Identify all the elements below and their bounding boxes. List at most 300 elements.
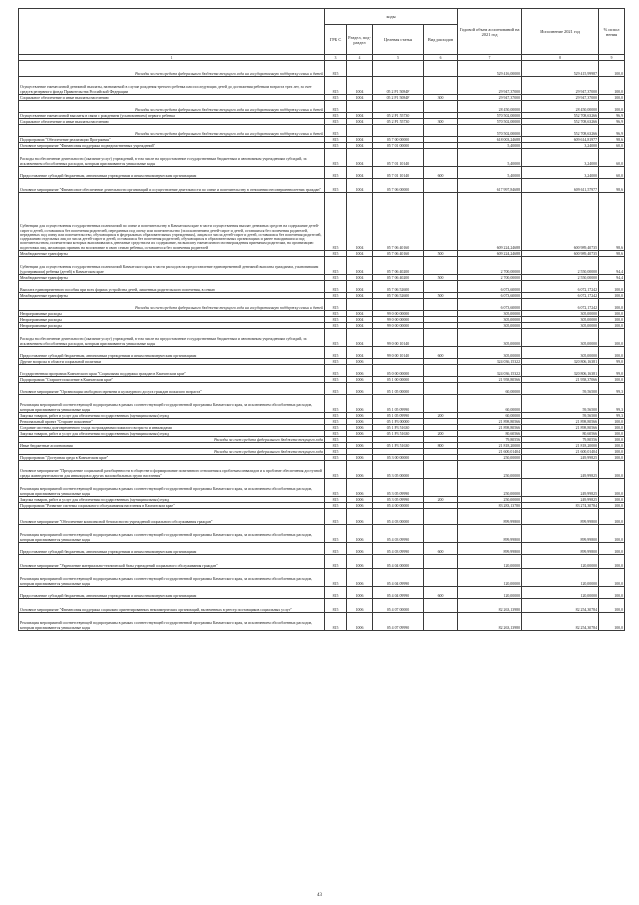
- header-plan: Годовой объем ассигнований на 2021 год: [458, 9, 522, 55]
- cell-sec: 1004: [347, 77, 373, 95]
- cell-pct: 100,0: [599, 587, 625, 599]
- index-cell: 1: [19, 55, 325, 61]
- cell-name: Подпрограмма "Старшее поколение в Камчатском крае": [19, 377, 325, 383]
- cell-exec: 6 072,17242: [522, 293, 599, 299]
- cell-vr: [424, 125, 458, 137]
- cell-grbs: 815: [325, 347, 347, 359]
- table-row: [19, 383, 625, 395]
- cell-vr: 500: [424, 293, 458, 299]
- cell-cs: 05 4 04 00000: [373, 555, 424, 569]
- cell-cs: 05 7 01 10140: [373, 149, 424, 167]
- cell-plan: 618 003,24688: [458, 137, 522, 143]
- cell-pct: 60,0: [599, 149, 625, 167]
- cell-name: Предоставление субсидий бюджетным, автономным учреждениям и иным некоммерческим организациям: [19, 587, 325, 599]
- cell-vr: [424, 365, 458, 377]
- cell-cs: 05 3 05 09990: [373, 497, 424, 503]
- cell-name: Социальное обеспечение и иные выплаты населению: [19, 95, 325, 101]
- cell-grbs: 815: [325, 323, 347, 329]
- cell-sec: 1006: [347, 431, 373, 437]
- cell-exec: 82 254,30784: [522, 599, 599, 613]
- cell-grbs: 815: [325, 377, 347, 383]
- cell-cs: 05 4 00 00000: [373, 503, 424, 509]
- cell-exec: 249,99825: [522, 461, 599, 479]
- cell-sec: 1004: [347, 329, 373, 347]
- cell-grbs: 815: [325, 365, 347, 377]
- cell-sec: 1004: [347, 113, 373, 119]
- cell-plan: 21 898,80566: [458, 425, 522, 431]
- cell-vr: 500: [424, 275, 458, 281]
- cell-exec: 600 989,40735: [522, 193, 599, 251]
- cell-pct: 100,0: [599, 329, 625, 347]
- cell-grbs: 815: [325, 479, 347, 497]
- cell-cs: 05 7 06 40200: [373, 257, 424, 275]
- cell-cs: 05 1 P3 00000: [373, 419, 424, 425]
- cell-grbs: 815: [325, 425, 347, 431]
- cell-exec: 2 550,00000: [522, 257, 599, 275]
- cell-exec: 83 274,30784: [522, 503, 599, 509]
- cell-plan: 29 947,37000: [458, 95, 522, 101]
- cell-exec: 305,00000: [522, 311, 599, 317]
- table-row: [19, 281, 625, 293]
- cell-sec: 1004: [347, 251, 373, 257]
- cell-cs: 05 2 P1 5084F: [373, 95, 424, 101]
- cell-vr: [424, 281, 458, 293]
- cell-grbs: 815: [325, 61, 347, 77]
- cell-pct: 100,0: [599, 425, 625, 431]
- cell-exec: 249,99825: [522, 455, 599, 461]
- cell-pct: 100,0: [599, 449, 625, 455]
- cell-sec: 1006: [347, 365, 373, 377]
- cell-sec: 1006: [347, 377, 373, 383]
- cell-cs: 05 4 03 09990: [373, 543, 424, 555]
- cell-cs: 05 7 06 52600: [373, 281, 424, 293]
- cell-cs: [373, 299, 424, 311]
- cell-pct: 100,0: [599, 377, 625, 383]
- cell-grbs: 815: [325, 317, 347, 323]
- cell-vr: [424, 525, 458, 543]
- cell-cs: 99 0 00 00000: [373, 323, 424, 329]
- cell-exec: 59,56500: [522, 413, 599, 419]
- cell-pct: 99,0: [599, 359, 625, 365]
- cell-cs: 05 1 P3 51630: [373, 431, 424, 437]
- table-row: [19, 149, 625, 167]
- cell-pct: 100,0: [599, 101, 625, 113]
- table-body: [19, 61, 625, 631]
- cell-pct: 100,0: [599, 613, 625, 631]
- cell-cs: 05 4 04 09990: [373, 569, 424, 587]
- cell-exec: 609 611,57977: [522, 179, 599, 193]
- cell-grbs: 815: [325, 119, 347, 125]
- table-row: [19, 125, 625, 137]
- table-row: [19, 479, 625, 497]
- cell-pct: 100,0: [599, 479, 625, 497]
- cell-vr: [424, 257, 458, 275]
- cell-name: Расходы на обеспечение деятельности (оказание услуг) учреждений, в том числе на предоставление государственным бюджетным и автономным учреждениям субсидий, за исключением обособленных расходов, которым присваиваются уникальные коды: [19, 149, 325, 167]
- cell-pct: 100,0: [599, 443, 625, 449]
- cell-vr: [424, 149, 458, 167]
- cell-exec: 120,00000: [522, 555, 599, 569]
- cell-cs: 99 0 00 10140: [373, 329, 424, 347]
- cell-cs: 05 3 05 09990: [373, 479, 424, 497]
- cell-vr: 600: [424, 587, 458, 599]
- header-pct: % испол нения: [599, 9, 625, 55]
- cell-name: Выплата единовременного пособия при всех формах устройства детей, лишенных родительского попечения, в семью: [19, 281, 325, 293]
- header-exec: Исполнение 2021 год: [522, 9, 599, 55]
- cell-cs: 99 0 00 00000: [373, 311, 424, 317]
- cell-name: Реализация мероприятий соответствующей подпрограммы в рамках соответствующей государственной программы Камчатского края, за исключением обособленных расходов, которым присваиваются уникальные коды: [19, 525, 325, 543]
- cell-sec: 1006: [347, 455, 373, 461]
- cell-sec: 1004: [347, 179, 373, 193]
- cell-plan: 60,00000: [458, 395, 522, 413]
- cell-exec: 120,00000: [522, 587, 599, 599]
- cell-plan: 5,40000: [458, 143, 522, 149]
- table-row: [19, 77, 625, 95]
- cell-plan: 21 958,80566: [458, 377, 522, 383]
- cell-sec: 1004: [347, 137, 373, 143]
- cell-vr: 500: [424, 251, 458, 257]
- cell-vr: [424, 569, 458, 587]
- cell-plan: 79,80556: [458, 437, 522, 443]
- cell-plan: 60,00000: [458, 413, 522, 419]
- cell-plan: 899,99800: [458, 525, 522, 543]
- table-row: [19, 257, 625, 275]
- cell-pct: 96,9: [599, 125, 625, 137]
- table-row: [19, 587, 625, 599]
- cell-pct: 100,0: [599, 311, 625, 317]
- cell-sec: 1004: [347, 275, 373, 281]
- cell-exec: 609 614,81977: [522, 137, 599, 143]
- cell-name: Иные бюджетные ассигнования: [19, 443, 325, 449]
- cell-vr: [424, 613, 458, 631]
- cell-pct: 99,3: [599, 413, 625, 419]
- cell-grbs: 815: [325, 137, 347, 143]
- cell-exec: 29 947,37000: [522, 77, 599, 95]
- cell-pct: 60,0: [599, 143, 625, 149]
- cell-grbs: 815: [325, 359, 347, 365]
- cell-pct: 100,0: [599, 419, 625, 425]
- cell-sec: 1006: [347, 569, 373, 587]
- cell-vr: 200: [424, 431, 458, 437]
- cell-name: Региональный проект "Старшее поколение": [19, 419, 325, 425]
- cell-plan: 570 502,00000: [458, 125, 522, 137]
- cell-cs: [373, 125, 424, 137]
- header-grbs: ГРБ С: [325, 25, 347, 55]
- cell-sec: 1004: [347, 317, 373, 323]
- cell-pct: 100,0: [599, 347, 625, 359]
- cell-vr: 300: [424, 95, 458, 101]
- cell-name: Основное мероприятие "Обеспечение комплексной безопасности учреждений социального обслуживания граждан": [19, 509, 325, 525]
- cell-name: Субвенции для осуществления государственных полномочий по опеке и попечительству в Камчатском крае в части осуществления выплат денежных средств на содержание детей-сирот и детей, оставшихся без попечения родителей, переданных под опеку или попечительство (за исключением детей-сирот и детей, оставшихся без попечения родителей, переданных под опеку или попечительство, обучающихся в федеральных образовательных учреждениях), лицам из числа детей-сирот и детей, оставшихся без попечения родителей, содержанию отдельных лиц из числа детей-сирот и детей, оставшихся без попечения родителей, обучающихся в образовательных организациях и ранее находившихся под попечительством, попечителям которых выплачивались денежные средства на их содержание, на выплату ежемесячного вознаграждения приемным родителям, на организацию подготовки лиц, желающих принять на воспитание в свою семью ребенка, оставшегося без попечения родителей: [19, 193, 325, 251]
- cell-vr: [424, 479, 458, 497]
- cell-sec: 1004: [347, 257, 373, 275]
- cell-plan: 305,00000: [458, 329, 522, 347]
- cell-grbs: 815: [325, 281, 347, 293]
- cell-vr: 600: [424, 167, 458, 179]
- cell-name: Социальное обеспечение и иные выплаты населению: [19, 119, 325, 125]
- cell-pct: 96,9: [599, 113, 625, 119]
- cell-name: Государственная программа Камчатского края "Социальная поддержка граждан в Камчатском крае": [19, 365, 325, 377]
- cell-plan: 5,40000: [458, 167, 522, 179]
- cell-exec: 320 806,16381: [522, 359, 599, 365]
- index-cell: 7: [458, 55, 522, 61]
- table-row: [19, 101, 625, 113]
- cell-name: Закупка товаров, работ и услуг для обеспечения государственных (муниципальных) нужд: [19, 431, 325, 437]
- cell-sec: [347, 101, 373, 113]
- cell-name: Подпрограмма "Доступная среда в Камчатском крае": [19, 455, 325, 461]
- cell-name: Основное мероприятие "Финансовая поддержка подведомственных учреждений": [19, 143, 325, 149]
- cell-pct: 100,0: [599, 61, 625, 77]
- cell-cs: 05 2 P1 55730: [373, 119, 424, 125]
- cell-name: Основное мероприятие "Укрепление материально-технической базы учреждений социального обслуживания граждан": [19, 555, 325, 569]
- cell-name: Основное мероприятие "Финансовое обеспечение деятельности организаций и осуществление деятельности по опеке и попечительству в отношении несовершеннолетних граждан": [19, 179, 325, 193]
- cell-pct: 100,0: [599, 555, 625, 569]
- cell-vr: 200: [424, 497, 458, 503]
- cell-sec: 1004: [347, 119, 373, 125]
- cell-sec: 1006: [347, 599, 373, 613]
- cell-exec: 29 947,37000: [522, 95, 599, 101]
- cell-grbs: 815: [325, 613, 347, 631]
- table-row: [19, 569, 625, 587]
- cell-vr: 800: [424, 443, 458, 449]
- cell-cs: 05 1 00 00000: [373, 377, 424, 383]
- cell-exec: 249,99825: [522, 497, 599, 503]
- cell-plan: 21 600,01404: [458, 449, 522, 455]
- cell-plan: 120,00000: [458, 569, 522, 587]
- cell-sec: [347, 125, 373, 137]
- header-type: Вид расходов: [424, 25, 458, 55]
- cell-pct: 98,6: [599, 179, 625, 193]
- cell-sec: 1006: [347, 613, 373, 631]
- cell-grbs: 815: [325, 113, 347, 119]
- cell-cs: 05 1 P3 51630: [373, 443, 424, 449]
- header-section: Раздел, под-раздел: [347, 25, 373, 55]
- table-row: [19, 329, 625, 347]
- cell-sec: [347, 61, 373, 77]
- cell-name: Другие вопросы в области социальной политики: [19, 359, 325, 365]
- cell-name: Непрограммные расходы: [19, 323, 325, 329]
- cell-pct: 100,0: [599, 323, 625, 329]
- cell-plan: 82 263,13980: [458, 599, 522, 613]
- index-cell: 9: [599, 55, 625, 61]
- cell-cs: 05 3 00 00000: [373, 455, 424, 461]
- cell-name: Создание системы долговременного ухода за гражданами пожилого возраста и инвалидами: [19, 425, 325, 431]
- cell-name: Межбюджетные трансферты: [19, 275, 325, 281]
- cell-plan: 82 263,13980: [458, 613, 522, 631]
- cell-name: Подпрограмма "Обеспечение реализации Программы": [19, 137, 325, 143]
- cell-pct: 98,6: [599, 137, 625, 143]
- cell-exec: 82 254,30784: [522, 613, 599, 631]
- cell-name: Расходы на обеспечение деятельности (оказание услуг) учреждений, в том числе на предоставление государственным бюджетным и автономным учреждениям субсидий, за исключением обособленных расходов, которым присваиваются уникальные коды: [19, 329, 325, 347]
- cell-cs: 05 7 06 40200: [373, 275, 424, 281]
- cell-sec: 1006: [347, 525, 373, 543]
- cell-grbs: 815: [325, 299, 347, 311]
- header-target: Целевая статья: [373, 25, 424, 55]
- cell-name: Осуществление ежемесячной денежной выплаты, назначаемой в случае рождения третьего ребенка или последующих детей до достижения ребенком возраста трех лет, за счет средств резервного фонда Правительства Российской Федерации: [19, 77, 325, 95]
- cell-name: Непрограммные расходы: [19, 317, 325, 323]
- cell-vr: [424, 299, 458, 311]
- cell-cs: 05 2 P1 5084F: [373, 77, 424, 95]
- cell-exec: 552 708,63266: [522, 125, 599, 137]
- cell-grbs: 815: [325, 413, 347, 419]
- cell-grbs: 815: [325, 509, 347, 525]
- cell-cs: 05 7 01 00000: [373, 143, 424, 149]
- cell-pct: 100,0: [599, 461, 625, 479]
- cell-sec: 1006: [347, 413, 373, 419]
- cell-pct: 100,0: [599, 95, 625, 101]
- cell-exec: 529 415,99987: [522, 61, 599, 77]
- cell-vr: [424, 61, 458, 77]
- cell-cs: 05 0 00 00000: [373, 365, 424, 377]
- table-row: [19, 525, 625, 543]
- cell-vr: [424, 555, 458, 569]
- cell-grbs: 815: [325, 125, 347, 137]
- cell-plan: 60,00000: [458, 383, 522, 395]
- cell-pct: 100,0: [599, 569, 625, 587]
- table-row: [19, 193, 625, 251]
- cell-grbs: 815: [325, 179, 347, 193]
- cell-sec: 1006: [347, 555, 373, 569]
- cell-name: Основное мероприятие "Организация свободного времени и культурного досуга граждан пожилого возраста": [19, 383, 325, 395]
- index-cell: 5: [373, 55, 424, 61]
- cell-sec: 1006: [347, 461, 373, 479]
- cell-pct: 100,0: [599, 509, 625, 525]
- cell-cs: 05 7 00 00000: [373, 137, 424, 143]
- cell-cs: 05 7 06 00000: [373, 179, 424, 193]
- cell-exec: 6 072,17242: [522, 281, 599, 293]
- cell-plan: 83 283,13780: [458, 503, 522, 509]
- cell-name: Реализация мероприятий соответствующей подпрограммы в рамках соответствующей государственной программы Камчатского края, за исключением обособленных расходов, которым присваиваются уникальные коды: [19, 395, 325, 413]
- cell-vr: [424, 383, 458, 395]
- cell-exec: 320 806,16381: [522, 365, 599, 377]
- table-row: [19, 543, 625, 555]
- cell-vr: [424, 599, 458, 613]
- cell-plan: 609 224,24688: [458, 251, 522, 257]
- cell-cs: 05 3 05 00000: [373, 461, 424, 479]
- cell-name: Непрограммные расходы: [19, 311, 325, 317]
- cell-name: Основное мероприятие "Преодоление социальной разобщенности в обществе и формирование позитивного отношения к проблемам инвалидов и к проблеме обеспечения доступной среды жизнедеятельности для инвалидов и других маломобильных групп населения": [19, 461, 325, 479]
- cell-pct: 98,6: [599, 193, 625, 251]
- cell-vr: [424, 77, 458, 95]
- cell-grbs: 815: [325, 437, 347, 443]
- cell-pct: 100,0: [599, 599, 625, 613]
- cell-name: Реализация мероприятий соответствующей подпрограммы в рамках соответствующей государственной программы Камчатского края, за исключением обособленных расходов, которым присваиваются уникальные коды: [19, 613, 325, 631]
- cell-cs: 05 4 07 09990: [373, 613, 424, 631]
- cell-pct: 99,3: [599, 383, 625, 395]
- cell-pct: 100,0: [599, 77, 625, 95]
- cell-plan: 120,00000: [458, 587, 522, 599]
- cell-name: Субвенции для осуществления государственных полномочий Камчатского края в части расходов на предоставление единовременной денежной выплаты гражданам, усыновившим (удочерившим) ребенка (детей) в Камчатском крае: [19, 257, 325, 275]
- cell-name: Закупка товаров, работ и услуг для обеспечения государственных (муниципальных) нужд: [19, 413, 325, 419]
- cell-pct: 100,0: [599, 437, 625, 443]
- cell-name: Основное мероприятие "Финансовая поддержка социально ориентированных некоммерческих организаций, включенных в реестр поставщиков социальных услуг": [19, 599, 325, 613]
- cell-exec: 3,24000: [522, 167, 599, 179]
- cell-vr: [424, 193, 458, 251]
- cell-grbs: 815: [325, 555, 347, 569]
- cell-pct: 94,4: [599, 275, 625, 281]
- cell-sec: 1006: [347, 425, 373, 431]
- cell-name: Предоставление субсидий бюджетным, автономным учреждениям и иным некоммерческим организациям: [19, 347, 325, 359]
- cell-name: Осуществление ежемесячной выплаты в связи с рождением (усыновлением) первого ребенка: [19, 113, 325, 119]
- cell-plan: 305,00000: [458, 323, 522, 329]
- cell-sec: 1006: [347, 395, 373, 413]
- cell-grbs: 815: [325, 497, 347, 503]
- index-cell: 4: [347, 55, 373, 61]
- cell-exec: 3,24000: [522, 143, 599, 149]
- cell-plan: 21 818,20000: [458, 443, 522, 449]
- index-cell: 6: [424, 55, 458, 61]
- cell-grbs: 815: [325, 251, 347, 257]
- table-row: [19, 347, 625, 359]
- cell-exec: 59,56500: [522, 395, 599, 413]
- cell-plan: 570 502,00000: [458, 119, 522, 125]
- cell-cs: 05 4 03 09990: [373, 525, 424, 543]
- cell-sec: 1006: [347, 509, 373, 525]
- cell-plan: 305,00000: [458, 311, 522, 317]
- cell-sec: 1006: [347, 503, 373, 509]
- cell-grbs: 815: [325, 311, 347, 317]
- cell-name: Расходы за счет средств федерального бюджета текущего года: [19, 437, 325, 443]
- cell-cs: 05 7 06 52600: [373, 293, 424, 299]
- cell-plan: 899,99800: [458, 543, 522, 555]
- cell-sec: 1006: [347, 383, 373, 395]
- cell-plan: 570 502,00000: [458, 113, 522, 119]
- cell-grbs: 815: [325, 419, 347, 425]
- cell-cs: [373, 101, 424, 113]
- cell-plan: 305,00000: [458, 317, 522, 323]
- cell-grbs: 815: [325, 193, 347, 251]
- cell-grbs: 815: [325, 503, 347, 509]
- cell-plan: 250,00000: [458, 479, 522, 497]
- cell-grbs: 815: [325, 461, 347, 479]
- budget-table: [18, 8, 625, 631]
- cell-plan: 28 450,00000: [458, 101, 522, 113]
- cell-pct: 94,4: [599, 257, 625, 275]
- table-row: [19, 509, 625, 525]
- cell-plan: 2 700,00000: [458, 257, 522, 275]
- cell-exec: 28 450,00000: [522, 101, 599, 113]
- budget-sheet: [18, 8, 624, 631]
- table-row: [19, 365, 625, 377]
- cell-plan: 5,40000: [458, 149, 522, 167]
- cell-vr: 200: [424, 413, 458, 419]
- cell-grbs: 815: [325, 95, 347, 101]
- cell-name: Расходы за счет средств федерального бюджета текущего года на государственную поддержку семьи и детей: [19, 61, 325, 77]
- cell-plan: 120,00000: [458, 555, 522, 569]
- cell-grbs: 815: [325, 143, 347, 149]
- header-name: [19, 9, 325, 55]
- cell-exec: 305,00000: [522, 347, 599, 359]
- cell-pct: 60,0: [599, 167, 625, 179]
- cell-sec: 1004: [347, 293, 373, 299]
- cell-grbs: 815: [325, 395, 347, 413]
- table-row: [19, 461, 625, 479]
- cell-exec: 6 072,17242: [522, 299, 599, 311]
- cell-pct: 100,0: [599, 317, 625, 323]
- cell-sec: 1004: [347, 143, 373, 149]
- cell-pct: 100,0: [599, 455, 625, 461]
- cell-plan: 529 416,00000: [458, 61, 522, 77]
- cell-grbs: 815: [325, 101, 347, 113]
- cell-pct: 96,9: [599, 119, 625, 125]
- cell-plan: 2 700,00000: [458, 275, 522, 281]
- cell-plan: 250,00000: [458, 455, 522, 461]
- cell-cs: 99 0 00 10140: [373, 347, 424, 359]
- cell-exec: 305,00000: [522, 323, 599, 329]
- cell-pct: 100,0: [599, 293, 625, 299]
- cell-exec: 305,00000: [522, 317, 599, 323]
- cell-vr: [424, 179, 458, 193]
- table-row: [19, 179, 625, 193]
